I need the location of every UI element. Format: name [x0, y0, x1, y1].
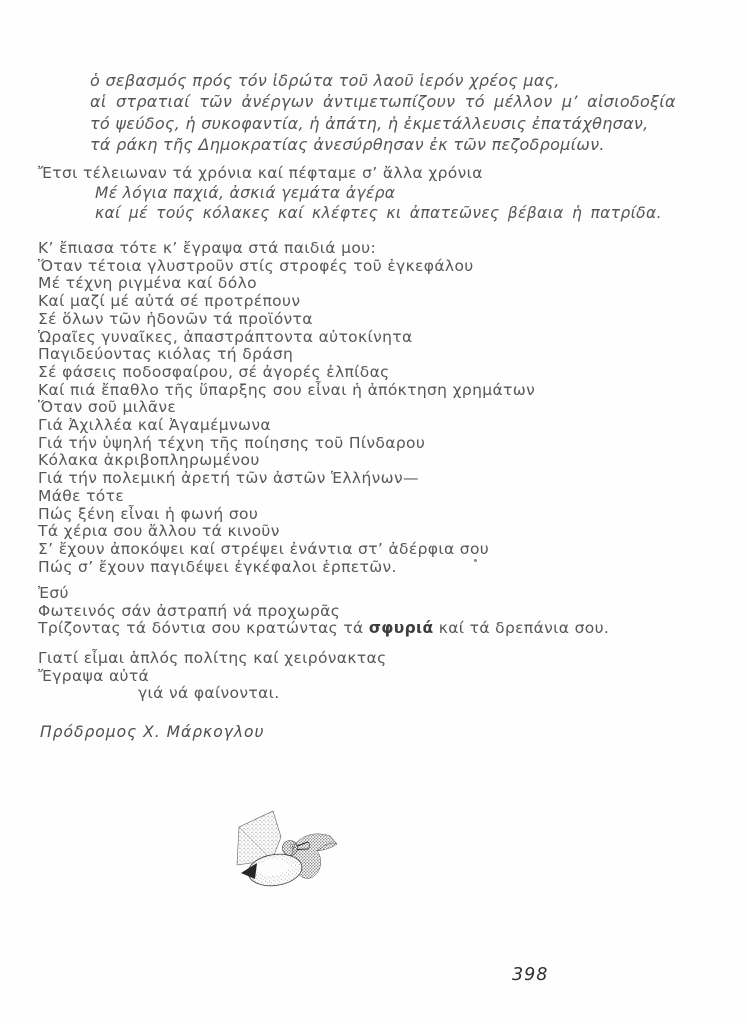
poem-line: Πώς σ’ ἔχουν παγιδέψει ἐγκέφαλοι ἑρπετῶν. [38, 557, 397, 576]
stanza-line-italic: Μέ λόγια παχιά, ἀσκιά γεμάτα ἀγέρα [95, 183, 396, 202]
epigraph-line: τό ψεύδος, ἡ συκοφαντία, ἡ ἀπάτη, ἡ ἐκμετάλλευσις ἐπατάχθησαν, [90, 113, 649, 133]
stanza-esy [38, 585, 609, 638]
poem-line: Γιά τήν πολεμική ἀρετή τῶν ἀστῶν Ἑλλήνων— [38, 469, 419, 488]
poem-line: Μάθε τότε [38, 486, 125, 505]
poem-line: Κόλακα ἀκριβοπληρωμένου [38, 451, 260, 470]
stanza-line: Ἔτσι τέλειωναν τά χρόνια καί πέφταμε σ’ ἄλλα χρόνια [38, 164, 483, 182]
poem-line: Πώς ξένη εἶναι ἡ φωνή σου [38, 504, 259, 523]
poem-line: Σέ ὅλων τῶν ἡδονῶν τά προϊόντα [38, 309, 313, 328]
poem-line-text: Τρίζοντας τά δόντια σου κρατώντας τά [38, 619, 369, 637]
epigraph-line: ὁ σεβασμός πρός τόν ἱδρώτα τοῦ λαοῦ ἱερόν χρέος μας, [90, 71, 560, 90]
stanza-intro [38, 164, 662, 223]
poem-line: Ὅταν σοῦ μιλᾶνε [38, 398, 177, 417]
poem-line: Γιά τήν ὑψηλή τέχνη τῆς ποίησης τοῦ Πίνδαρου [38, 433, 426, 452]
poem-line: Ὅταν τέτοια γλυστροῦν στίς στροφές τοῦ ἐγκεφάλου [38, 256, 474, 275]
poem-line: γιά νά φαίνονται. [138, 684, 280, 703]
poem-line: Γιά Ἀχιλλέα καί Ἀγαμέμνωνα [38, 416, 271, 435]
poem-line: Καί πιά ἔπαθλο τῆς ὕπαρξης σου εἶναι ἡ ἀπόκτηση χρημάτων [38, 380, 536, 399]
poem-line: Κ’ ἔπιασα τότε κ’ ἔγραψα στά παιδιά μου: [38, 239, 377, 257]
poem-line: Ὡραῖες γυναῖκες, ἀπαστράπτοντα αὐτοκίνητα [38, 327, 413, 346]
poem-line: Ἔγραψα αὐτά [38, 666, 150, 685]
author-name: Πρόδρομος Χ. Μάρκογλου [40, 723, 265, 741]
poem-line: Παγιδεύοντας κιόλας τή δράση [38, 345, 294, 364]
poem-line: Μέ τέχνη ριγμένα καί δόλο [38, 274, 257, 293]
ink-speck [474, 559, 477, 562]
epigraph-line: τά ράκη τῆς Δημοκρατίας ἀνεσύρθησαν ἐκ τῶν πεζοδρομίων. [90, 134, 605, 154]
poem-line [38, 620, 609, 638]
poem-line: Ἐσύ [38, 584, 69, 602]
stanza-giati [38, 650, 387, 703]
epigraph-line: αἱ στρατιαί τῶν ἀνέργων ἀντιμετωπίζουν τό μέλλον μ’ αἰσιοδοξία [90, 92, 676, 112]
poem-line: Σ’ ἔχουν ἀποκόψει καί στρέψει ἐνάντια στ’ ἀδέρφια σου [38, 539, 490, 558]
poem-block [38, 240, 535, 576]
poem-line: Τά χέρια σου ἄλλου τά κινοῦν [38, 522, 280, 541]
epigraph-block [90, 70, 676, 155]
page-number: 398 [512, 965, 549, 985]
bold-word: σφυριά [368, 619, 434, 637]
poem-line-text: καί τά δρεπάνια σου. [433, 619, 610, 637]
poem-line: Γιατί εἶμαι ἁπλός πολίτης καί χειρόνακτας [38, 649, 387, 667]
dove-illustration [227, 803, 345, 893]
poem-line: Σέ φάσεις ποδοσφαίρου, σέ ἀγορές ἐλπίδας [38, 362, 390, 381]
stanza-line-italic: καί μέ τούς κόλακες καί κλέφτες κι ἀπατεῶνες βέβαια ἡ πατρίδα. [95, 203, 662, 222]
poem-line: Καί μαζί μέ αὐτά σέ προτρέπουν [38, 292, 301, 311]
poem-line: Φωτεινός σάν ἀστραπή νά προχωρᾶς [38, 601, 341, 620]
